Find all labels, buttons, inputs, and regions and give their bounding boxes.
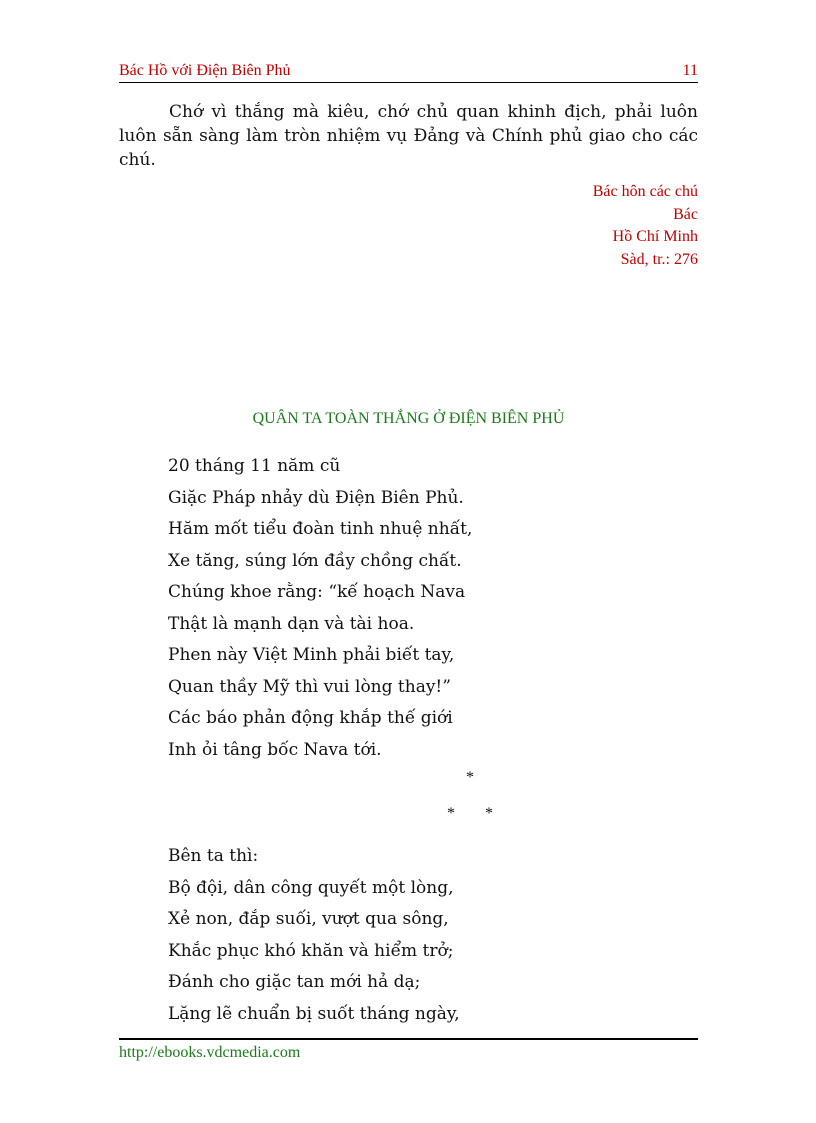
signature-block <box>593 181 698 271</box>
signature-line: Bác <box>673 205 698 223</box>
verse-line: Bên ta thì: <box>168 846 259 866</box>
separator-star: * <box>447 805 455 822</box>
verse-line: Inh ỏi tâng bốc Nava tới. <box>168 739 382 760</box>
page-header <box>119 62 698 83</box>
signature-line: Bác hôn các chú <box>592 183 698 200</box>
footer-divider <box>119 1038 698 1040</box>
verse-line: Quan thầy Mỹ thì vui lòng thay!” <box>168 676 451 697</box>
separator-star: * <box>466 769 474 786</box>
intro-paragraph: Chớ vì thắng mà kiêu, chớ chủ quan khinh địch, phải luôn luôn sẵn sàng làm tròn nhiệm vụ Đảng và Chính phủ giao cho các chú. <box>119 102 698 170</box>
verse-line: Lặng lẽ chuẩn bị suốt tháng ngày, <box>168 1003 460 1024</box>
verse-line: Bộ đội, dân công quyết một lòng, <box>168 877 454 898</box>
separator-star: * <box>485 805 493 822</box>
poem-stanza-2 <box>168 841 460 1030</box>
poem-title: QUÂN TA TOÀN THẮNG Ở ĐIỆN BIÊN PHỦ <box>252 410 565 427</box>
verse-line: Đánh cho giặc tan mới hả dạ; <box>168 972 421 992</box>
verse-line: Thật là mạnh dạn và tài hoa. <box>168 613 415 634</box>
verse-line: Xe tăng, súng lớn đầy chồng chất. <box>168 550 462 571</box>
footer-url-link[interactable]: http://ebooks.vdcmedia.com <box>119 1044 301 1061</box>
verse-line: Xẻ non, đắp suối, vượt qua sông, <box>168 909 449 929</box>
signature-line: Sàd, tr.: 276 <box>620 250 698 268</box>
verse-line: Phen này Việt Minh phải biết tay, <box>168 645 455 665</box>
verse-line: 20 tháng 11 năm cũ <box>168 456 341 476</box>
verse-line: Các báo phản động khắp thế giới <box>168 708 453 728</box>
verse-line: Hăm mốt tiểu đoàn tinh nhuệ nhất, <box>168 519 473 539</box>
poem-stanza-1 <box>168 451 472 766</box>
header-book-title: Bác Hồ với Điện Biên Phủ <box>119 62 291 79</box>
verse-line: Chúng khoe rằng: “kế hoạch Nava <box>168 582 466 602</box>
verse-line: Giặc Pháp nhảy dù Điện Biên Phủ. <box>168 487 464 508</box>
verse-line: Khắc phục khó khăn và hiểm trở; <box>168 940 454 961</box>
header-page-number: 11 <box>682 62 698 79</box>
signature-line: Hồ Chí Minh <box>612 228 698 245</box>
